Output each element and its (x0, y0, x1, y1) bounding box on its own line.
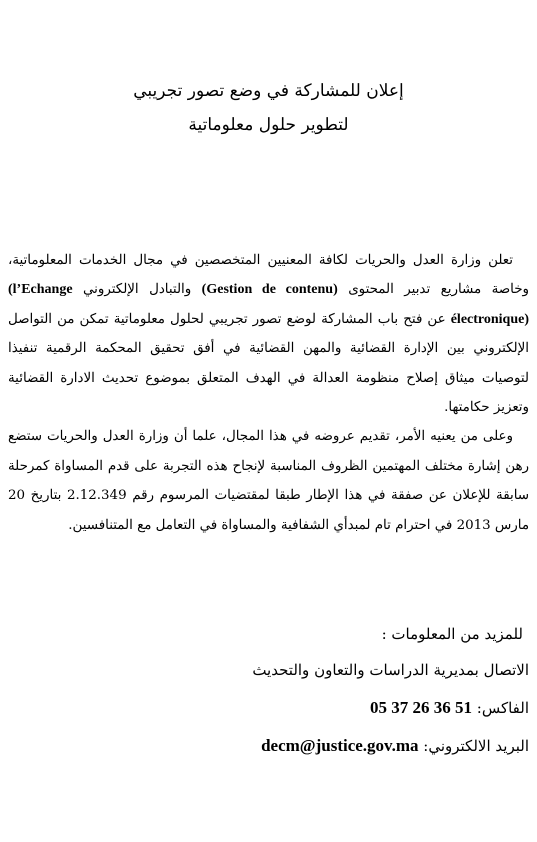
fax-number: 05 37 26 36 51 (370, 698, 473, 717)
announcement-body (8, 246, 529, 540)
paragraph-1-text-a: تعلن وزارة العدل والحريات لكافة المعنيين المتخصصين في مجال الخدمات المعلوماتية، وخاصة مشاريع تدبير المحتوى (8, 253, 529, 298)
email-address[interactable]: decm@justice.gov.ma (261, 736, 419, 755)
contact-heading: للمزيد من المعلومات : (381, 625, 523, 643)
email-line (261, 732, 529, 760)
announcement-subtitle: لتطوير حلول معلوماتية (188, 115, 349, 135)
paragraph-1-text-b: والتبادل الإلكتروني (72, 282, 202, 298)
contact-department: الاتصال بمديرية الدراسات والتعاون والتحديث (252, 661, 529, 679)
gestion-de-contenu-term: (Gestion de contenu) (201, 282, 338, 298)
paragraph-1 (8, 246, 529, 422)
announcement-title: إعلان للمشاركة في وضع تصور تجريبي (133, 81, 404, 101)
paragraph-1-text-c: عن فتح باب المشاركة لوضع تصور تجريبي لحلول معلوماتية تمكن من التواصل الإلكتروني بين الإدارة القضائية والمهن القضائية في أفق تحقيق المحكمة الرقمية تنفيذا لتوصيات ميثاق إصلاح منظومة العدالة في الهدف المتعلق بموضوع تحديث الادارة القضائية وتعزيز حكامتها. (8, 311, 529, 416)
fax-label: الفاكس: (472, 699, 529, 717)
email-label: البريد الالكتروني: (418, 737, 529, 755)
paragraph-2: وعلى من يعنيه الأمر، تقديم عروضه في هذا المجال، علما أن وزارة العدل والحريات ستضع رهن إشارة مختلف المهتمين الظروف المناسبة لإنجاح هذه التجربة على قدم المساواة كمرحلة سابقة للإعلان عن صفقة في هذا الإطار طبقا لمقتضيات المرسوم رقم 2.12.349 بتاريخ 20 مارس 2013 في احترام تام لمبدأي الشفافية والمساواة في التعامل مع المتنافسين. (8, 429, 529, 533)
echange-electronique-term: (l’Echange électronique) (8, 282, 529, 327)
fax-line (370, 694, 529, 722)
